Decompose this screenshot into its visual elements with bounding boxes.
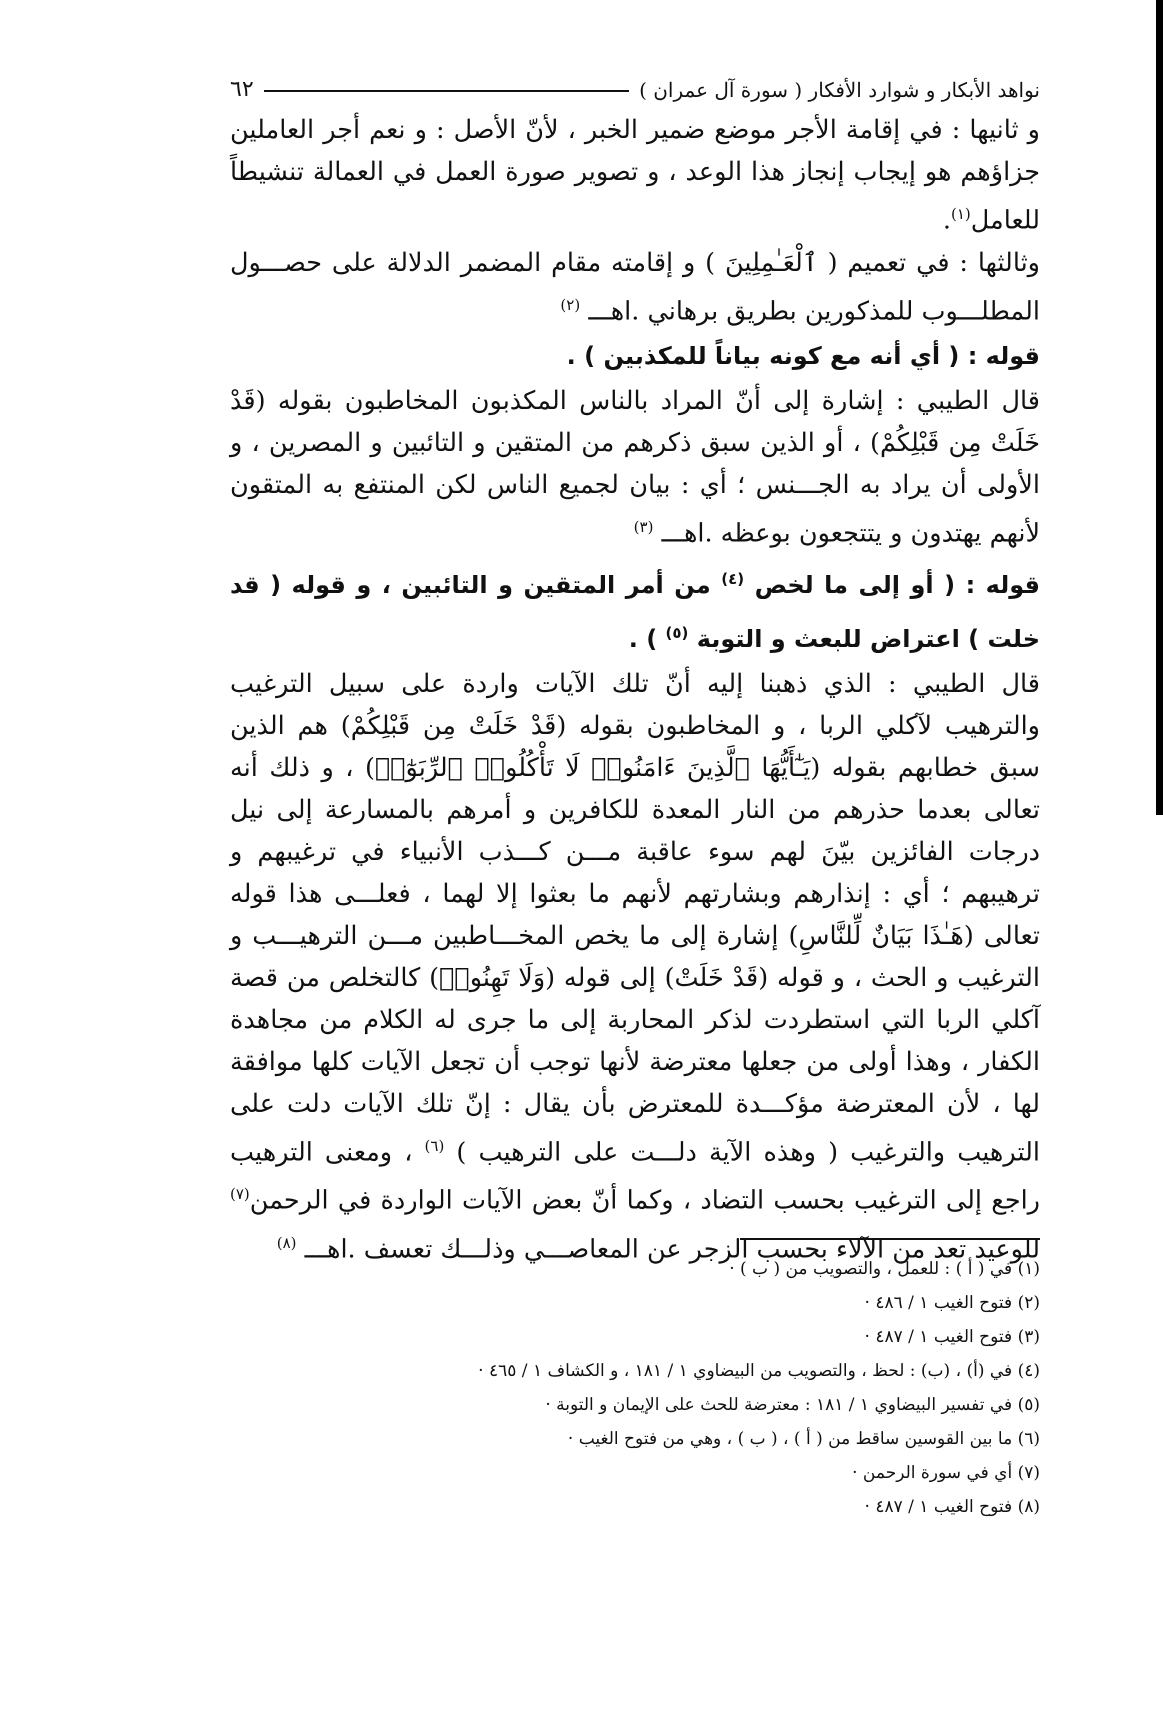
scan-edge-shadow: [1156, 0, 1163, 815]
footnote-ref-5: (٥): [665, 623, 689, 642]
footnote-ref-1: (١): [950, 205, 971, 223]
page-number: ٦٢: [230, 77, 254, 102]
footnote: (١) في ( أ ) : للعمل ، والتصويب من ( ب ) ·: [729, 1259, 1040, 1279]
heading-1: قوله : ( أي أنه مع كونه بياناً للمكذبين ) .: [566, 342, 1040, 370]
footnote: (٧) أي في سورة الرحمن ·: [852, 1463, 1040, 1483]
running-header: [230, 75, 1040, 105]
heading-2-part-2: من أمر المتقين و التائبين ، و قوله ( قد خلت ) اعتراض للبعث و التوبة: [230, 570, 1040, 653]
footnote-ref-7: (٧): [230, 1185, 250, 1203]
footnote: (٢) فتوح الغيب ١ / ٤٨٦ ·: [864, 1293, 1040, 1313]
paragraph-2: [230, 242, 1040, 333]
paragraph-4: [230, 663, 1040, 1271]
paragraph-3: [230, 380, 1040, 555]
footnote: (٨) فتوح الغيب ١ / ٤٨٧ ·: [864, 1497, 1040, 1517]
paragraph-2-text: وثالثها : في تعميم ( ٱلْعَـٰمِلِينَ ) و إقامته مقام المضمر الدلالة على حصـــول المطلـــوب للمذكورين بطريق برهاني .اهـــ: [230, 247, 1040, 326]
paragraph-1-end: .: [942, 205, 951, 236]
paragraph-4-text: قال الطيبي : الذي ذهبنا إليه أنّ تلك الآيات واردة على سبيل الترغيب والترهيب لآكلي الربا ، و المخاطبون بقوله (قَدْ خَلَتْ مِن قَبْلِكُمْ) هم الذين سبق خطابهم بقوله (يَـٰٓأَيُّهَا ٱلَّذِينَ ءَامَنُوا۟ لَا تَأْكُلُوا۟ ٱلرِّبَوٰٓا۟) ، و ذلك أنه تعالى بعدما حذرهم من النار المعدة للكافرين و أمرهم بالمسارعة إلى نيل درجات الفائزين بيّنَ لهم سوء عاقبة مـــن كـــذب الأنبياء في ترغيبهم و ترهيبهم ؛ أي : إنذارهم وبشارتهم لأنهم ما بعثوا إلا لهما ، فعلـــى هذا قوله تعالى (هَـٰذَا بَيَانٌ لِّلنَّاسِ) إشارة إلى ما يخص المخـــاطبين مـــن الترهيـــب و الترغيب و الحث ، و قوله (قَدْ خَلَتْ) إلى قوله (وَلَا تَهِنُوا۟) كالتخلص من قصة آكلي الربا التي استطردت لذكر المحاربة إلى ما جرى له الكلام من مجاهدة الكفار ، وهذا أولى من جعلها معترضة لأنها توجب أن تجعل الآيات كلها موافقة لها ، لأن المعترضة مؤكـــدة للمعترض بأن يقال : إنّ تلك الآيات دلت على الترهيب والترغيب ( وهذه الآية دلـــت على الترهيب ): [230, 668, 1040, 1167]
paragraph-1: [230, 109, 1040, 242]
footnote-ref-3: (٣): [633, 518, 654, 536]
heading-2-end: ) .: [628, 624, 658, 653]
header-title: نواهد الأبكار و شوارد الأفكار ( سورة آل عمران ): [639, 78, 1040, 102]
footnote: (٦) ما بين القوسين ساقط من ( أ ) ، ( ب ) ، وهي من فتوح الغيب ·: [567, 1429, 1040, 1449]
footnote-ref-8: (٨): [276, 1233, 297, 1252]
footnote: (٥) في تفسير البيضاوي ١ / ١٨١ : معترضة للحث على الإيمان و التوبة ·: [545, 1395, 1040, 1415]
paragraph-3-text: قال الطيبي : إشارة إلى أنّ المراد بالناس المكذبون المخاطبون بقوله (قَدْ خَلَتْ مِن قَبْلِكُمْ) ، أو الذين سبق ذكرهم من المتقين و التائبين و المصرين ، و الأولى أن يراد به الجـــنس ؛ أي : بيان لجميع الناس لكن المنتفع به المتقون لأنهم يهتدون و يتتجعون بوعظه .اهـــ: [230, 386, 1040, 549]
paragraph-1-text: و ثانيها : في إقامة الأجر موضع ضمير الخبر ، لأنّ الأصل : و نعم أجر العاملين جزاؤهم هو إيجاب إنجاز هذا الوعد ، و تصوير صورة العمل في العمالة تنشيطاً للعامل: [230, 115, 1040, 236]
heading-2-part-1: قوله : ( أو إلى ما لخص: [754, 570, 1041, 599]
paragraph-4-part-2: ، ومعنى الترهيب راجع إلى الترغيب بحسب التضاد ، وكما أنّ بعض الآيات الواردة في الرحمن: [230, 1137, 1040, 1216]
footnote: (٣) فتوح الغيب ١ / ٤٨٧ ·: [864, 1327, 1040, 1347]
footnote: (٤) في (أ) ، (ب) : لحظ ، والتصويب من البيضاوي ١ / ١٨١ ، و الكشاف ١ / ٤٦٥ ·: [478, 1361, 1040, 1381]
footnote-ref-4: (٤): [721, 569, 745, 588]
footnote-separator: [740, 1238, 1040, 1240]
footnote-ref-6: (٦): [424, 1136, 445, 1155]
page-body: [230, 75, 1040, 1270]
footnote-ref-2: (٢): [560, 295, 581, 314]
footnotes-list: [230, 1252, 1040, 1524]
header-rule: [264, 90, 629, 92]
paragraph-4-part-3: للوعيد تعد من الآلاء بحسب الزجر عن المعاصـــي وذلـــك تعسف .اهـــ: [304, 1234, 1040, 1264]
heading-2: [230, 555, 1040, 663]
